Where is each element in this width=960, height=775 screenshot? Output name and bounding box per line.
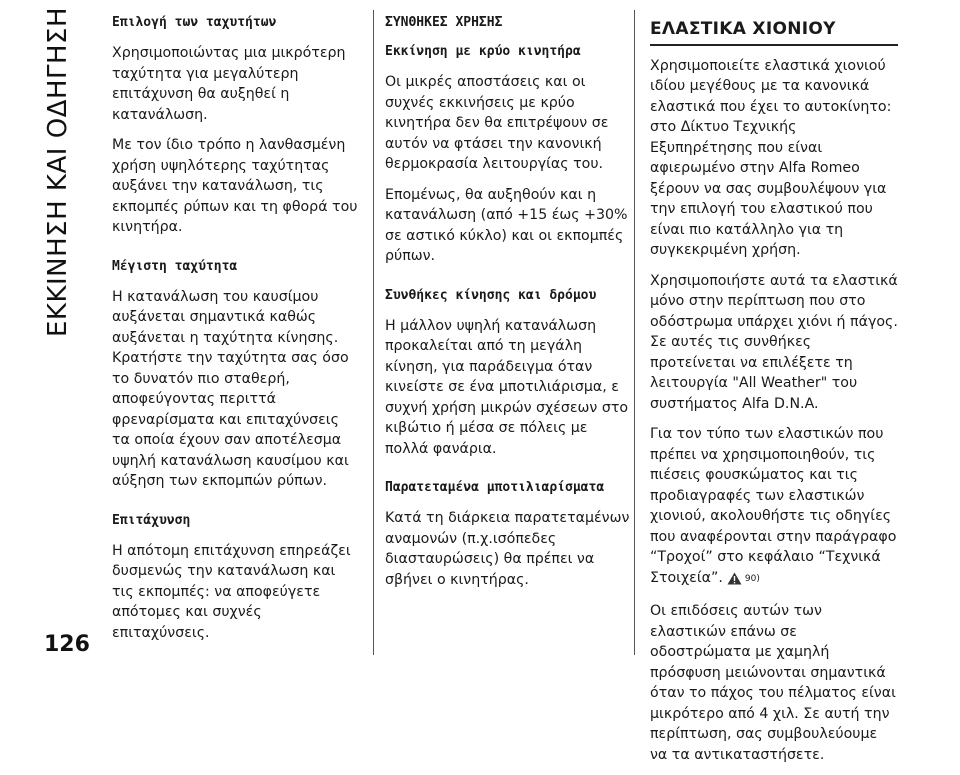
paragraph: Χρησιμοποιώντας μια μικρότερη ταχύτητα για μεγαλύτερη επιτάχυνση θα αυξηθεί η κατανάλωση. bbox=[112, 45, 346, 123]
column-1 bbox=[112, 14, 360, 653]
paragraph: Οι επιδόσεις αυτών των ελαστικών επάνω σε οδοστρώματα με χαμηλή πρόσφυση μειώνονται σημαντικά όταν το πάχος του πέλματος είναι μικρότερο από 4 χιλ. Σε αυτή την περίπτωση, σας συμβουλεύουμε να τα αντικαταστήσετε. bbox=[650, 603, 896, 763]
heading-snow-tyres: ΕΛΑΣΤΙΚΑ ΧΙΟΝΙΟΥ bbox=[650, 19, 898, 46]
column-3 bbox=[650, 14, 898, 775]
paragraph: Επομένως, θα αυξηθούν και η κατανάλωση (από +15 έως +30% σε αστικό κύκλο) και οι εκπομπές ρύπων. bbox=[385, 186, 628, 264]
heading-acceleration: Επιτάχυνση bbox=[112, 512, 191, 528]
paragraph: Χρησιμοποιήστε αυτά τα ελαστικά μόνο στην περίπτωση που στο οδόστρωμα υπάρχει χιόνι ή πάγος. Σε αυτές τις συνθήκες προτείνεται να επιλέξετε τη λειτουργία "All Weather" του συστήματος Alfa D.N.A. bbox=[650, 272, 898, 412]
page-number: 126 bbox=[44, 632, 90, 657]
paragraph: Η απότομη επιτάχυνση επηρεάζει δυσμενώς την κατανάλωση και τις εκπομπές: να αποφεύγετε απότομες και συχνές επιταχύνσεις. bbox=[112, 542, 351, 641]
warning-reference: 90) bbox=[744, 573, 760, 584]
warning-triangle-icon bbox=[727, 571, 742, 592]
heading-traffic-road-conditions: Συνθήκες κίνησης και δρόμου bbox=[385, 287, 597, 303]
chapter-title-text: ΕΚΚΙΝΗΣΗ ΚΑΙ ΟΔΗΓΗΣΗ bbox=[43, 6, 73, 338]
heading-cold-start: Εκκίνηση με κρύο κινητήρα bbox=[385, 44, 581, 59]
paragraph: Χρησιμοποιείτε ελαστικά χιονιού ιδίου μεγέθους με τα κανονικά ελαστικά που έχει το αυτοκίνητο: στο Δίκτυο Τεχνικής Εξυπηρέτησης που είναι αφιερωμένο στην Alfa Romeo ξέρουν να σας συμβουλέψουν για την επιλογή του ελαστικού που είναι πιο κατάλληλο για τη συγκεκριμένη χρήση. bbox=[650, 57, 892, 258]
paragraph-with-warning bbox=[650, 424, 898, 591]
heading-gear-selection: Επιλογή των ταχυτήτων bbox=[112, 15, 277, 30]
heading-usage-conditions: ΣΥΝΘΗΚΕΣ ΧΡΗΣΗΣ bbox=[385, 15, 503, 30]
chapter-title-vertical bbox=[40, 6, 76, 338]
column-divider-2 bbox=[634, 10, 635, 655]
paragraph: Οι μικρές αποστάσεις και οι συχνές εκκινήσεις με κρύο κινητήρα δεν θα επιτρέψουν σε αυτόν να φτάσει την κανονική θερμοκρασία λειτουργίας του. bbox=[385, 74, 609, 172]
paragraph: Η κατανάλωση του καυσίμου αυξάνεται σημαντικά καθώς αυξάνεται η ταχύτητα κίνησης. Κρατήστε την ταχύτητα σας όσο το δυνατόν πιο σταθερή, αποφεύγοντας περιττά φρεναρίσματα και επιταχύνσεις τα οποία έχουν σαν αποτέλεσμα υψηλή κατανάλωση καυσίμου και αύξηση των εκπομπών ρύπων. bbox=[112, 288, 349, 489]
paragraph: Με τον ίδιο τρόπο η λανθασμένη χρήση υψηλότερης ταχύτητας αυξάνει την κατανάλωση, τις εκπομπές ρύπων και τη φθορά του κινητήρα. bbox=[112, 137, 358, 235]
paragraph-text: Για τον τύπο των ελαστικών που πρέπει να χρησιμοποιηθούν, τις πιέσεις φουσκώματος και τις προδιαγραφές των ελαστικών χιονιού, ακολουθήστε τις οδηγίες που αναφέρονται στην παράγραφο “Τροχοί” στο κεφάλαιο “Τεχνικά Στοιχεία”. bbox=[650, 426, 897, 586]
paragraph: Η μάλλον υψηλή κατανάλωση προκαλείται από τη μεγάλη κίνηση, για παράδειγμα όταν κινείστε σε ένα μποτιλιάρισμα, ε συχνή χρήση μικρών σχέσεων στο κιβώτιο ή μέσα σε πόλεις με πολλά φανάρια. bbox=[385, 317, 629, 457]
heading-traffic-jams: Παρατεταμένα μποτιλιαρίσματα bbox=[385, 480, 605, 495]
paragraph: Κατά τη διάρκεια παρατεταμένων αναμονών (π.χ.ισόπεδες διασταυρώσεις) θα πρέπει να σβήνει ο κινητήρας. bbox=[385, 510, 630, 588]
heading-max-speed: Μέγιστη ταχύτητα bbox=[112, 258, 238, 274]
column-divider-1 bbox=[373, 10, 374, 655]
column-2 bbox=[385, 14, 633, 600]
